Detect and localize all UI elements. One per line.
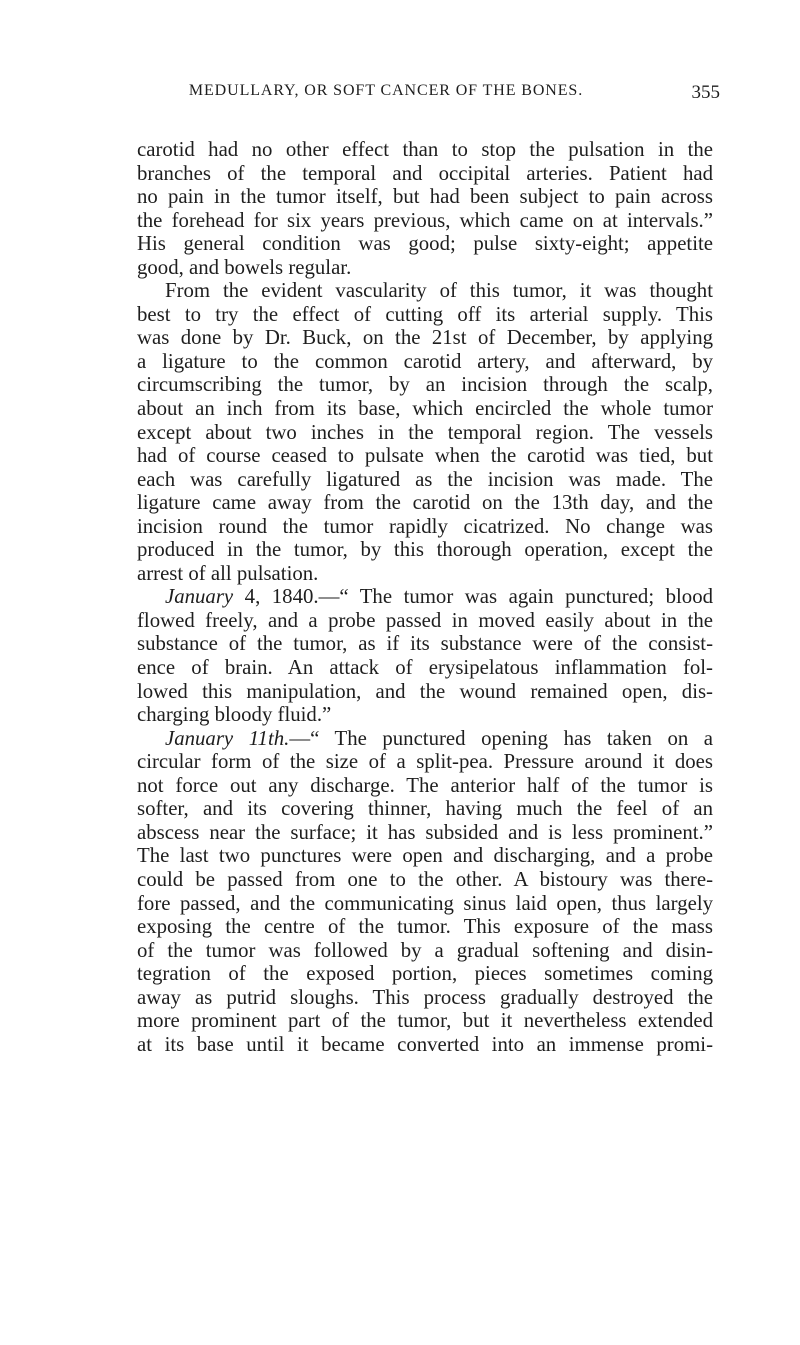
date-label: January <box>165 585 234 609</box>
text-line: the forehead for six years previous, which came on at intervals.” <box>137 208 713 232</box>
running-head: MEDULLARY, OR SOFT CANCER OF THE BONES. <box>188 82 584 99</box>
text-line: lowed this manipulation, and the wound remained open, dis- <box>137 679 713 703</box>
date-text: 4, 1840.—“ The tumor was again punctured; blood <box>233 585 713 609</box>
text-line: about an inch from its base, which encircled the whole tumor <box>137 397 713 421</box>
text-line: ence of brain. An attack of erysipelatous inflammation fol- <box>137 656 713 680</box>
text-line: exposing the centre of the tumor. This exposure of the mass <box>137 915 713 939</box>
text-line: had of course ceased to pulsate when the carotid was tied, but <box>137 444 713 468</box>
text-line-dated <box>137 727 713 751</box>
text-line: softer, and its covering thinner, having much the feel of an <box>137 797 713 821</box>
text-line: a ligature to the common carotid artery, and afterward, by <box>137 349 713 373</box>
text-line: produced in the tumor, by this thorough operation, except the <box>137 538 713 562</box>
text-line: was done by Dr. Buck, on the 21st of December, by applying <box>137 326 713 350</box>
text-line: not force out any discharge. The anterior half of the tumor is <box>137 773 713 797</box>
text-line: away as putrid sloughs. This process gradually destroyed the <box>137 985 713 1009</box>
text-line: ligature came away from the carotid on the 13th day, and the <box>137 491 713 515</box>
text-line: branches of the temporal and occipital arteries. Patient had <box>137 161 713 185</box>
text-line: no pain in the tumor itself, but had been subject to pain across <box>137 185 713 209</box>
date-ordinal: 11th. <box>233 726 290 750</box>
text-line: best to try the effect of cutting off its arterial supply. This <box>137 302 713 326</box>
text-line: good, and bowels regular. <box>137 255 352 279</box>
text-line: could be passed from one to the other. A bistoury was there- <box>137 867 713 891</box>
text-line: flowed freely, and a probe passed in moved easily about in the <box>137 608 713 632</box>
text-line: The last two punctures were open and discharging, and a probe <box>137 844 713 868</box>
text-line: From the evident vascularity of this tumor, it was thought <box>165 279 713 303</box>
text-line: abscess near the surface; it has subsided and is less prominent.” <box>137 820 713 844</box>
text-line: His general condition was good; pulse sixty-eight; appetite <box>137 232 713 256</box>
text-line: circular form of the size of a split-pea. Pressure around it does <box>137 750 713 774</box>
date-text: —“ The punctured opening has taken on a <box>289 726 714 750</box>
text-line-dated <box>137 585 713 609</box>
page-number: 355 <box>691 82 720 103</box>
text-line: carotid had no other effect than to stop the pulsation in the <box>137 138 713 161</box>
text-line: except about two inches in the temporal region. The vessels <box>137 420 713 444</box>
date-label: January <box>165 726 234 750</box>
text-line: incision round the tumor rapidly cicatrized. No change was <box>137 514 713 538</box>
text-line: substance of the tumor, as if its substance were of the consist- <box>137 632 713 656</box>
text-line: each was carefully ligatured as the incision was made. The <box>137 467 713 491</box>
text-line: arrest of all pulsation. <box>137 561 319 585</box>
text-line: fore passed, and the communicating sinus laid open, thus largely <box>137 891 713 915</box>
text-line: more prominent part of the tumor, but it nevertheless extended <box>137 1009 713 1033</box>
text-line: of the tumor was followed by a gradual softening and disin- <box>137 938 713 962</box>
text-line: charging bloody fluid.” <box>137 703 332 727</box>
text-line: at its base until it became converted into an immense promi- <box>137 1032 713 1056</box>
text-line: tegration of the exposed portion, pieces sometimes coming <box>137 962 713 986</box>
text-line: circumscribing the tumor, by an incision through the scalp, <box>137 373 713 397</box>
body-text <box>137 138 713 1056</box>
page-header <box>112 82 720 112</box>
